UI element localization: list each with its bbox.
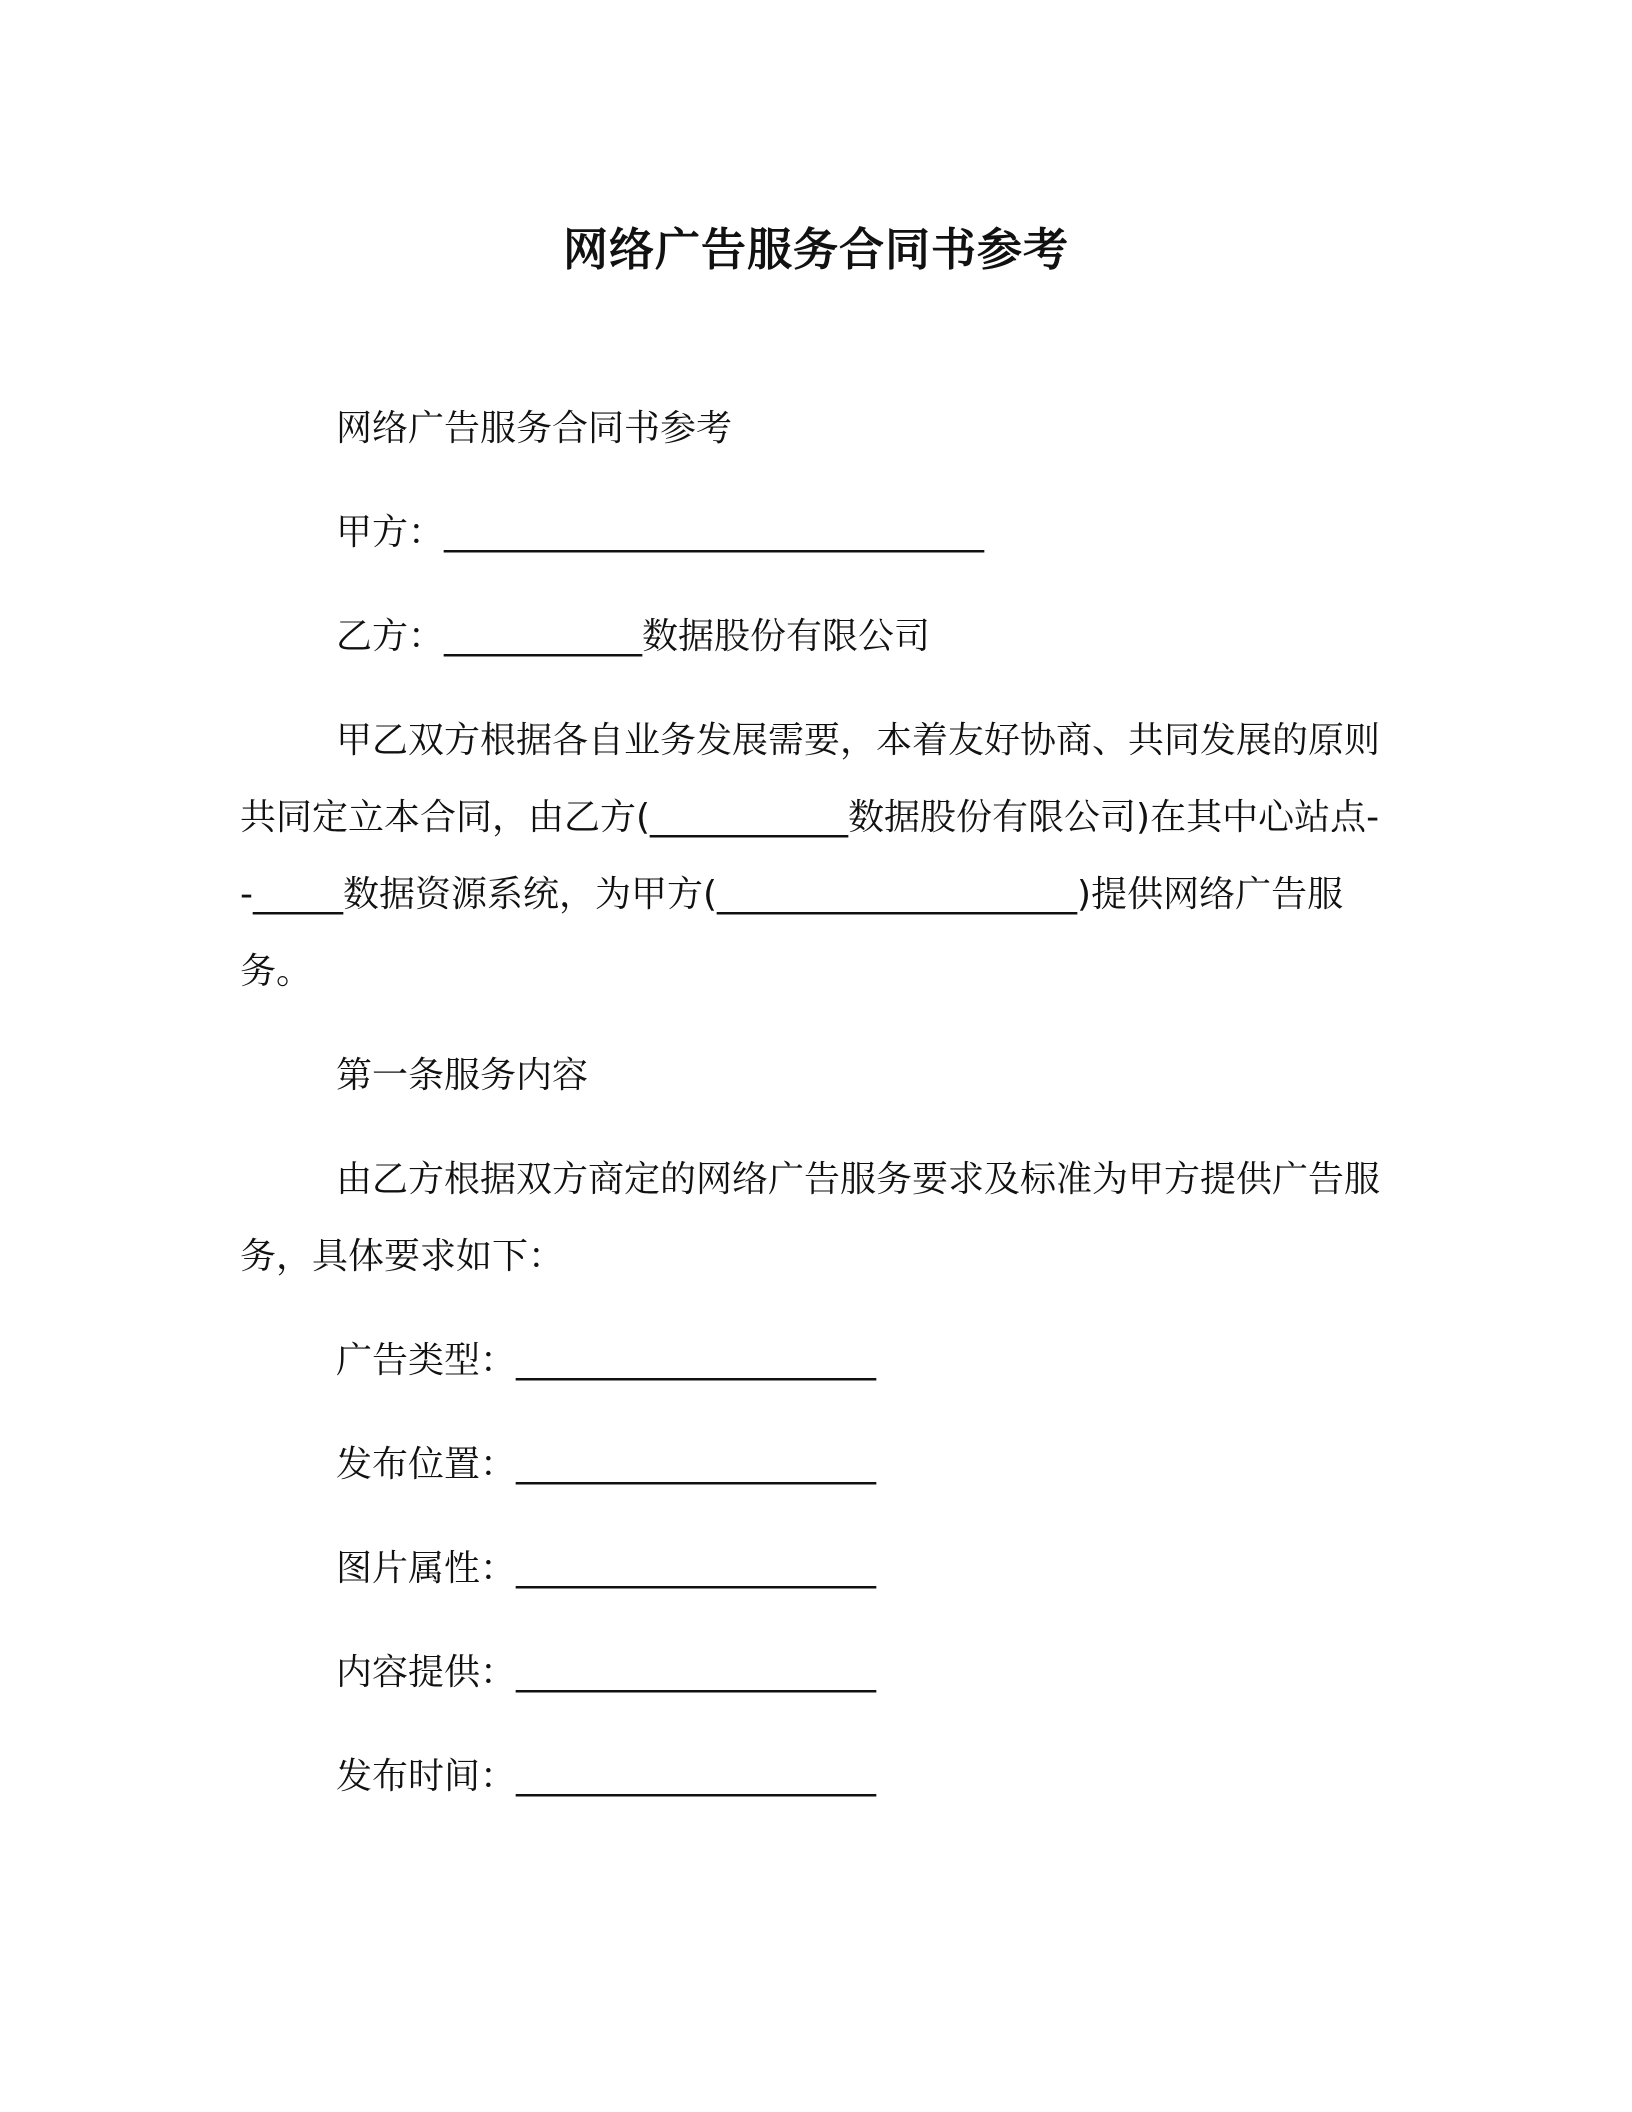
document-subtitle: 网络广告服务合同书参考 — [336, 408, 733, 449]
intro-paragraph: 甲乙双方根据各自业务发展需要，本着友好协商、共同发展的原则共同定立本合同，由乙方(___________数据股份有限公司)在其中心站点--_____数据资源系统，为甲方(____________________)提供网络广告服务。 — [240, 720, 1381, 992]
article-one-body: 由乙方根据双方商定的网络广告服务要求及标准为甲方提供广告服务，具体要求如下： — [240, 1159, 1381, 1277]
field-content-provider: 内容提供：____________________ — [336, 1652, 877, 1693]
document-body — [240, 390, 1380, 1842]
field-image-properties: 图片属性：____________________ — [336, 1548, 877, 1589]
party-b-line: 乙方：___________数据股份有限公司 — [336, 616, 931, 657]
article-one-heading: 第一条服务内容 — [336, 1055, 589, 1096]
party-a-line: 甲方：______________________________ — [336, 512, 985, 553]
field-publish-time: 发布时间：____________________ — [336, 1756, 877, 1797]
field-ad-type: 广告类型：____________________ — [336, 1340, 877, 1381]
document-title: 网络广告服务合同书参考 — [562, 223, 1069, 276]
field-placement: 发布位置：____________________ — [336, 1444, 877, 1485]
